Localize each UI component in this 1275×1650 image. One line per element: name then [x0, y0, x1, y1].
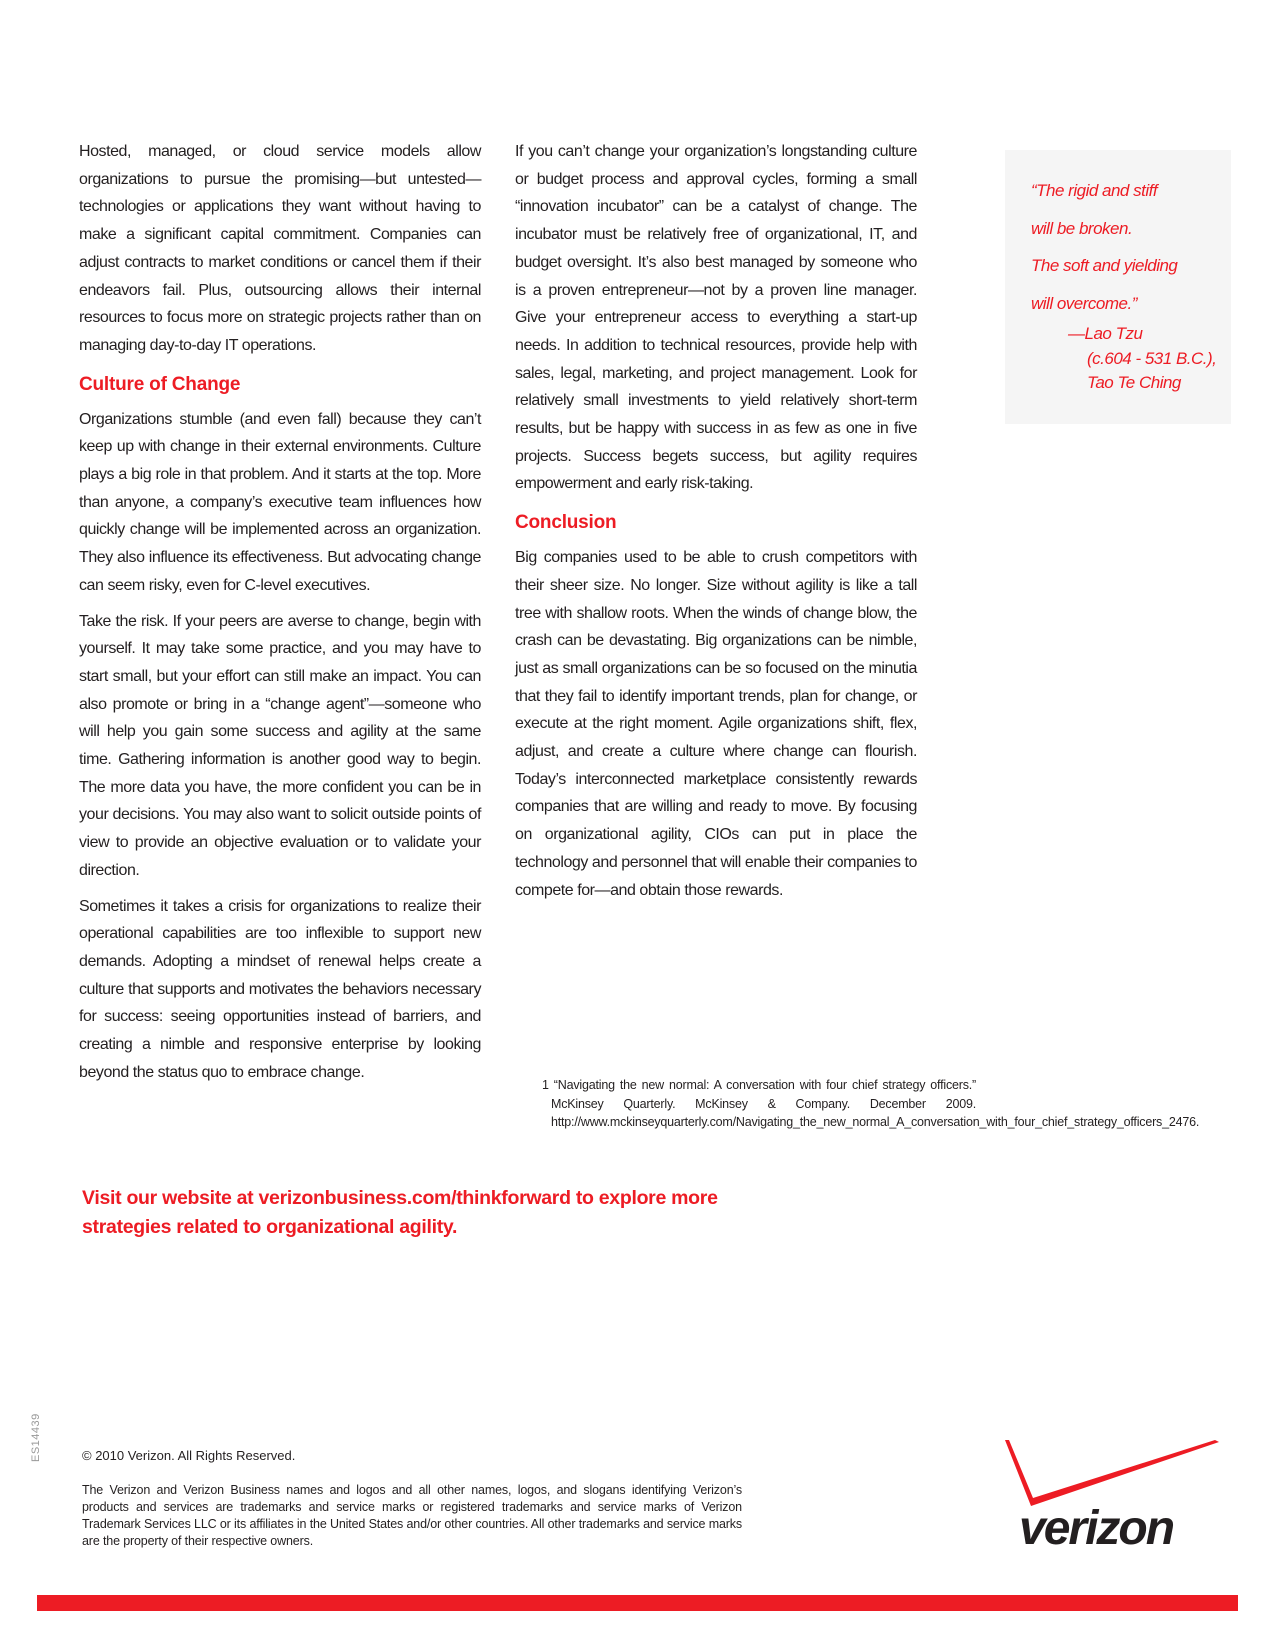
quote-line: The soft and yielding [1031, 256, 1178, 275]
quote-line: “The rigid and stiff [1031, 181, 1158, 200]
paragraph: Sometimes it takes a crisis for organizations to realize their operational capabilities are too inflexible to support new demands. Adopting a mindset of renewal helps create a culture that supports and motivates the behaviors necessary for success: seeing opportunities instead of barriers, and creating a nimble and responsive enterprise by looking beyond the status quo to embrace change. [79, 897, 481, 1081]
quote-author: —Lao Tzu [1068, 324, 1143, 343]
sidebar-quote [1005, 150, 1231, 424]
paragraph: Big companies used to be able to crush competitors with their sheer size. No longer. Size without agility is like a tall tree with shallow roots. When the winds of change blow, the crash can be devastating. Big organizations can be nimble, just as small organizations can be so focused on the minutia that they fail to identify important trends, plan for change, or execute at the right moment. Agile organizations shift, flex, adjust, and create a culture where change can flourish. Today’s interconnected marketplace consistently rewards companies that are willing and ready to move. By focusing on organizational agility, CIOs can put in place the technology and personnel that will enable their companies to compete for—and obtain those rewards. [515, 549, 917, 899]
paragraph: If you can’t change your organization’s longstanding culture or budget process and approval cycles, forming a small “innovation incubator” can be a catalyst of change. The incubator must be relatively free of organizational, IT, and budget oversight. It’s also best managed by someone who is a proven entrepreneur—not by a proven line manager. Give your entrepreneur access to everything a start-up needs. In addition to technical resources, provide help with sales, legal, marketing, and project management. Look for relatively small investments to yield relatively short-term results, but be happy with success in as few as one in five projects. Success begets success, but agility requires empowerment and early risk-taking. [515, 143, 917, 493]
footer-red-bar [37, 1595, 1238, 1611]
paragraph: Hosted, managed, or cloud service models allow organizations to pursue the promising—but untested—technologies or applications they want without having to make a significant capital commitment. Companies can adjust contracts to market conditions or cancel them if their endeavors fail. Plus, outsourcing allows their internal resources to focus more on strategic projects rather than on managing day-to-day IT operations. [79, 143, 481, 354]
website-link[interactable]: verizonbusiness.com/thinkforward [258, 1187, 571, 1209]
svg-text:verizon: verizon [1019, 1502, 1174, 1555]
footnote: 1 “Navigating the new normal: A conversation with four chief strategy officers.” McKinsey Quarterly. McKinsey & Company. December 2009. http://www.mckinseyquarterly.com/Navigating_the_new_normal_A_conversation_with_four_chief_strategy_officers_2476. [542, 1078, 1200, 1129]
call-to-action [82, 1184, 722, 1242]
quote-line: will overcome.” [1031, 293, 1137, 313]
quote-date: (c.604 - 531 B.C.), [1087, 348, 1217, 368]
section-heading-culture-of-change: Culture of Change [79, 373, 241, 395]
quote-source: Tao Te Ching [1087, 373, 1181, 392]
left-column [79, 138, 481, 1095]
section-heading-conclusion: Conclusion [515, 512, 617, 534]
legal-notice: The Verizon and Verizon Business names and logos and all other names, logos, and slogans identifying Verizon’s products and services are trademarks and service marks or registered trademarks and service marks of Verizon Trademark Services LLC or its affiliates in the United States and/or other countries. All other trademarks and service marks are the property of their respective owners. [82, 1483, 742, 1548]
verizon-logo [1005, 1440, 1225, 1560]
paragraph: Organizations stumble (and even fall) because they can’t keep up with change in their external environments. Culture plays a big role in that problem. And it starts at the top. More than anyone, a company’s executive team influences how quickly change will be implemented across an organization. They also influence its effectiveness. But advocating change can seem risky, even for C-level executives. [79, 410, 481, 594]
cta-suffix: to explore more strategies related to organizational agility. [82, 1187, 718, 1238]
copyright: © 2010 Verizon. All Rights Reserved. [82, 1448, 296, 1463]
paragraph: Take the risk. If your peers are averse to change, begin with yourself. It may take some practice, and you may have to start small, but your effort can still make an impact. You can also promote or bring in a “change agent”—someone who will help you gain some success and agility at the same time. Gathering information is another good way to begin. The more data you have, the more confident you can be in your decisions. You may also want to solicit outside points of view to provide an objective evaluation or to validate your direction. [79, 612, 481, 879]
quote-line: will be broken. [1031, 218, 1133, 238]
right-column [515, 138, 917, 912]
cta-prefix: Visit our website at [82, 1187, 259, 1209]
document-code: ES14439 [30, 1413, 42, 1462]
